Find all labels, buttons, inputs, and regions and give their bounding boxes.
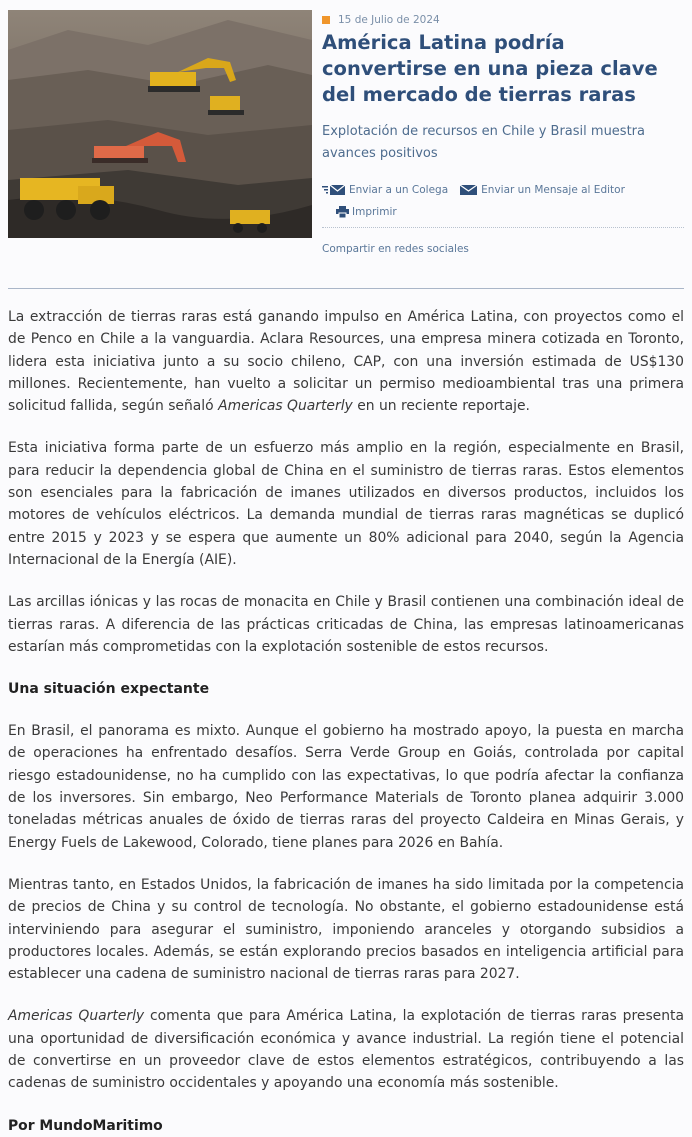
article-info	[322, 12, 684, 256]
envelope-icon	[460, 184, 478, 196]
share-social-link[interactable]: Compartir en redes sociales	[322, 243, 469, 255]
article-photo	[8, 10, 312, 238]
paragraph-5: Mientras tanto, en Estados Unidos, la fabricación de imanes ha sido limitada por la competencia de precios de China y su control de tecnología. No obstante, el gobierno estadounidense está interviniendo para asegurar el suministro, imponiendo aranceles y otorgando subsidios a productores locales. Además, se están explorando precios basados en inteligencia artificial para establecer una cadena de suministro nacional de tierras raras para 2027.	[8, 876, 684, 983]
article-title: América Latina podría convertirse en una pieza clave del mercado de tierras raras	[322, 31, 658, 106]
article-date: 15 de Julio de 2024	[338, 14, 440, 26]
paragraph-4: En Brasil, el panorama es mixto. Aunque el gobierno ha mostrado apoyo, la puesta en marcha de operaciones ha enfrentado desafíos. Serra Verde Group en Goiás, controlada por capital riesgo estadounidense, no ha cumplido con las expectativas, lo que podría afectar la confianza de los inversores. Sin embargo, Neo Performance Materials de Toronto planea adquirir 3.000 toneladas métricas anuales de óxido de tierras raras del proyecto Caldeira en Minas Gerais, y Energy Fuels de Lakewood, Colorado, tiene planes para 2026 en Bahía.	[8, 723, 684, 851]
send-editor-label: Enviar un Mensaje al Editor	[481, 184, 625, 196]
send-colleague-icon	[322, 184, 346, 196]
paragraph-2: Esta iniciativa forma parte de un esfuerzo más amplio en la región, especialmente en Brasil, para reducir la dependencia global de China en el suministro de tierras raras. Estos elementos son esenciales para la fabricación de imanes utilizados en diversos productos, incluidos los motores de vehículos eléctricos. La demanda mundial de tierras raras magnéticas se duplicó entre 2015 y 2023 y se espera que aumente un 80% adicional para 2040, según la Agencia Internacional de la Energía (AIE).	[8, 440, 684, 568]
paragraph-1: La extracción de tierras raras está ganando impulso en América Latina, con proyectos como el de Penco en Chile a la vanguardia. Aclara Resources, una empresa minera cotizada en Toronto, lidera esta iniciativa junto a su socio chileno, CAP, con una inversión estimada de US$130 millones. Recientemente, han vuelto a solicitar un permiso medioambiental tras una primera solicitud fallida, según señaló Americas Quarterly en un reciente reportaje.	[8, 309, 684, 415]
printer-icon	[336, 206, 349, 218]
article-actions	[322, 179, 684, 256]
source-name: Americas Quarterly	[8, 1008, 145, 1025]
paragraph-6: Americas Quarterly comenta que para América Latina, la explotación de tierras raras presenta una oportunidad de diversificación económica y avance industrial. La región tiene el potencial de convertirse en un proveedor clave de estos elementos estratégicos, contribuyendo a las cadenas de suministro occidentales y apoyando una economía más sostenible.	[8, 1008, 684, 1092]
header-divider	[8, 288, 684, 289]
paragraph-3: Las arcillas iónicas y las rocas de monacita en Chile y Brasil contienen una combinación ideal de tierras raras. A diferencia de las prácticas criticadas de China, las empresas latinoamericanas estarían más comprometidas con la explotación sostenible de estos recursos.	[8, 594, 684, 655]
article-header	[0, 0, 692, 262]
actions-divider	[322, 227, 684, 228]
send-editor-link[interactable]	[460, 183, 625, 197]
byline: Por MundoMaritimo	[8, 1117, 163, 1134]
date-row	[322, 12, 684, 28]
print-label: Imprimir	[352, 206, 397, 218]
source-name: Americas Quarterly	[218, 398, 353, 415]
article-subtitle: Explotación de recursos en Chile y Brasil muestra avances positivos	[322, 124, 645, 161]
article-body	[8, 306, 684, 1137]
mining-scene-image	[8, 10, 312, 238]
send-colleague-link[interactable]	[322, 183, 448, 197]
date-square-icon	[322, 16, 330, 24]
print-link[interactable]	[336, 205, 397, 219]
send-colleague-label: Enviar a un Colega	[349, 184, 449, 196]
section-heading: Una situación expectante	[8, 681, 210, 698]
